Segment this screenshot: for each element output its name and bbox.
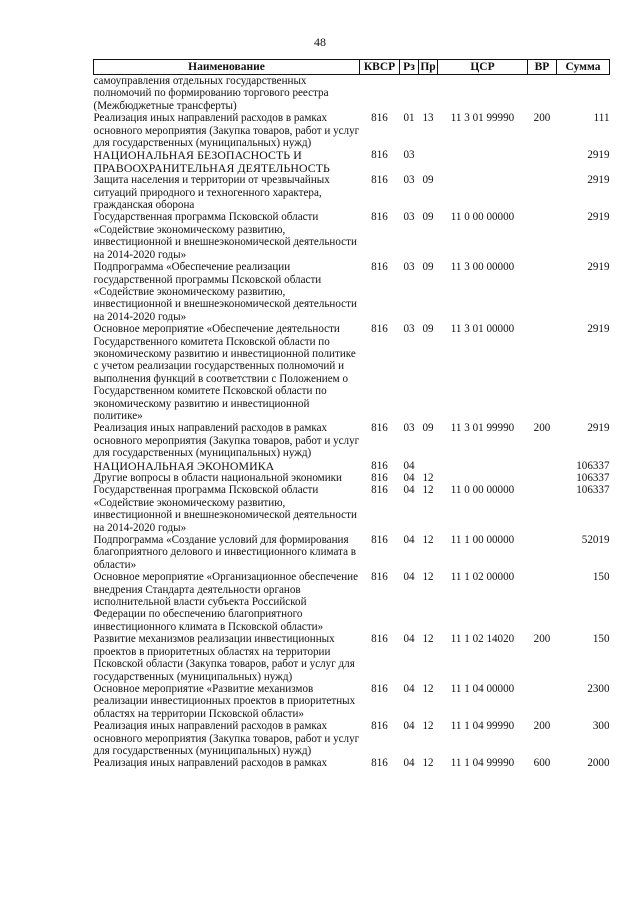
cell-sum: 150 [592,633,610,646]
cell-name: Реализация иных направлений расходов в рамках основного мероприятия (Закупка товаров, работ и услуг для государственных (муниципальных) нужд) [93,720,360,757]
cell-rz: 03 [403,211,415,224]
cell-vr [528,571,557,633]
cell-csr [438,149,528,174]
cell-csr: 11 1 02 00000 [450,571,515,584]
cell-sum: 2919 [587,422,610,435]
cell-pr: 09 [422,323,434,336]
cell-rz: 04 [403,534,415,547]
cell-kvsr: 816 [371,571,388,584]
table-row [94,534,610,571]
table-row [94,174,610,211]
cell-kvsr: 816 [371,472,388,484]
cell-name: НАЦИОНАЛЬНАЯ БЕЗОПАСНОСТЬ И ПРАВООХРАНИТЕЛЬНАЯ ДЕЯТЕЛЬНОСТЬ [93,148,330,175]
cell-csr: 11 3 01 99990 [450,112,515,125]
cell-vr [528,149,557,174]
cell-rz: 03 [403,261,415,274]
cell-kvsr: 816 [371,112,388,125]
cell-pr: 13 [422,112,434,125]
cell-kvsr: 816 [371,534,388,547]
cell-kvsr [360,75,400,113]
cell-vr [528,472,557,484]
cell-kvsr: 816 [371,459,388,472]
cell-rz: 01 [403,112,415,125]
table-row [94,211,610,261]
header-csr: ЦСР [438,60,528,75]
table-row [94,323,610,422]
cell-csr: 11 1 00 00000 [450,534,515,547]
cell-name: НАЦИОНАЛЬНАЯ ЭКОНОМИКА [93,458,275,473]
header-kvsr: КВСР [360,60,400,75]
cell-name: Реализация иных направлений расходов в рамках основного мероприятия (Закупка товаров, работ и услуг для государственных (муниципальных) нужд) [93,112,360,150]
cell-pr: 12 [422,720,434,733]
cell-sum [557,75,610,113]
cell-kvsr: 816 [371,484,388,497]
cell-vr [528,211,557,261]
cell-rz: 03 [403,149,415,162]
cell-vr: 200 [533,633,551,646]
cell-kvsr: 816 [371,174,388,187]
cell-csr: 11 1 04 99990 [450,757,515,770]
table-row [94,484,610,534]
cell-pr: 12 [422,534,434,547]
cell-csr: 11 3 00 00000 [450,261,515,274]
cell-pr: 12 [422,633,434,646]
cell-rz [400,75,419,113]
cell-pr: 12 [422,472,434,484]
cell-kvsr: 816 [371,211,388,224]
cell-sum: 2919 [587,323,610,336]
cell-sum: 106337 [576,459,610,472]
cell-pr [419,460,438,472]
cell-kvsr: 816 [371,261,388,274]
cell-vr [528,261,557,323]
cell-pr: 12 [422,682,434,695]
cell-sum: 300 [592,720,610,733]
cell-kvsr: 816 [371,633,388,646]
cell-vr: 200 [533,112,551,125]
table-row [94,757,610,769]
page-number: 48 [314,35,326,49]
cell-pr [419,75,438,113]
cell-vr: 200 [533,422,551,435]
table-row [94,112,610,149]
cell-sum: 106337 [576,472,610,484]
cell-csr: 11 1 02 14020 [450,633,515,646]
cell-name: Защита населения и территории от чрезвычайных ситуаций природного и техногенного характера, гражданская оборона [93,174,330,212]
cell-name: Подпрограмма «Создание условий для формирования благоприятного делового и инвестиционного климата в области» [93,534,357,571]
cell-sum: 2919 [587,149,610,162]
cell-kvsr: 816 [371,149,388,162]
cell-rz: 04 [403,757,415,770]
cell-rz: 03 [403,323,415,336]
cell-kvsr: 816 [371,720,388,733]
cell-csr: 11 3 01 99990 [450,422,515,435]
header-sum: Сумма [557,60,610,75]
header-name: Наименование [94,60,360,75]
cell-name: Развитие механизмов реализации инвестиционных проектов в приоритетных областях на территории Псковской области (Закупка товаров, работ и услуг для государственных (муниципальных) нужд) [93,633,355,683]
table-row [94,261,610,323]
cell-csr: 11 0 00 00000 [450,211,515,224]
cell-rz: 04 [403,459,415,472]
cell-rz: 04 [403,484,415,497]
table-row [94,472,610,484]
cell-vr [528,683,557,720]
cell-vr [528,174,557,211]
cell-pr: 12 [422,571,434,584]
table-body [94,75,610,770]
cell-name: Государственная программа Псковской области «Содействие экономическому развитию, инвестиционной и внешнеэкономической деятельности на 2014-2020 годы» [93,211,357,261]
cell-sum: 150 [592,571,610,584]
cell-sum: 111 [593,112,610,125]
cell-csr: 11 3 01 00000 [450,323,515,336]
cell-csr: 11 0 00 00000 [450,484,515,497]
cell-sum: 106337 [576,484,610,497]
cell-pr: 12 [422,757,434,770]
cell-pr: 09 [422,211,434,224]
cell-sum: 52019 [581,534,610,547]
cell-rz: 04 [403,682,415,695]
cell-kvsr: 816 [371,682,388,695]
cell-csr: 11 1 04 99990 [450,720,515,733]
cell-name: Реализация иных направлений расходов в рамках основного мероприятия (Закупка товаров, работ и услуг для государственных (муниципальных) нужд) [93,422,360,460]
cell-pr: 09 [422,261,434,274]
cell-vr [528,75,557,113]
table-row [94,460,610,472]
cell-vr [528,534,557,571]
cell-name: Основное мероприятие «Обеспечение деятельности Государственного комитета Псковской области по экономическому развитию и инвестиционной политике с учетом реализации государственных полномочий и выполнения функций в соответствии с Положением о Государственном комитете Псковской области по экономическому развитию и инвестиционной политике» [93,323,356,422]
cell-kvsr: 816 [371,757,388,770]
table-row [94,683,610,720]
cell-rz: 04 [403,633,415,646]
cell-pr: 12 [422,484,434,497]
cell-csr [438,460,528,472]
cell-sum: 2300 [587,682,610,695]
cell-kvsr: 816 [371,422,388,435]
cell-csr [438,472,528,484]
cell-vr: 200 [533,720,551,733]
cell-name: Государственная программа Псковской области «Содействие экономическому развитию, инвестиционной и внешнеэкономической деятельности на 2014-2020 годы» [93,484,357,534]
cell-csr: 11 1 04 00000 [450,682,515,695]
budget-table [93,59,610,770]
cell-name: Основное мероприятие «Организационное обеспечение внедрения Стандарта деятельности органов исполнительной власти субъекта Российской Федерации по обеспечению благоприятного инвестиционного климата в Псковской области» [93,571,359,633]
cell-csr [438,174,528,211]
table-row [94,720,610,757]
cell-name: Подпрограмма «Обеспечение реализации государственной программы Псковской области «Содействие экономическому развитию, инвестиционной и внешнеэкономической деятельности на 2014-2020 годы» [93,261,357,323]
cell-rz: 04 [403,571,415,584]
header-rz: Рз [400,60,419,75]
cell-name: Основное мероприятие «Развитие механизмов реализации инвестиционных проектов в приоритетных областях на территории Псковской области» [93,682,356,720]
cell-rz: 03 [403,422,415,435]
table-row [94,422,610,459]
table-row [94,571,610,633]
cell-pr: 09 [422,422,434,435]
cell-sum: 2919 [587,261,610,274]
cell-csr [438,75,528,113]
cell-pr [419,149,438,174]
cell-rz: 04 [403,720,415,733]
cell-name: Реализация иных направлений расходов в рамках [93,757,328,770]
cell-rz: 03 [403,174,415,187]
cell-sum: 2919 [587,174,610,187]
cell-vr [528,323,557,422]
cell-kvsr: 816 [371,323,388,336]
table-row [94,75,610,113]
cell-pr: 09 [422,174,434,187]
cell-name: самоуправления отдельных государственных полномочий по формированию торгового реестра (Межбюджетные трансферты) [93,75,329,112]
cell-vr [528,484,557,534]
cell-vr [528,460,557,472]
header-vr: ВР [528,60,557,75]
table-header-row [94,60,610,75]
cell-name: Другие вопросы в области национальной экономики [93,472,342,484]
cell-sum: 2000 [587,757,610,770]
cell-sum: 2919 [587,211,610,224]
table-row [94,149,610,174]
cell-rz: 04 [403,472,415,484]
table-row [94,633,610,683]
header-pr: Пр [420,61,436,74]
cell-vr: 600 [533,757,551,770]
